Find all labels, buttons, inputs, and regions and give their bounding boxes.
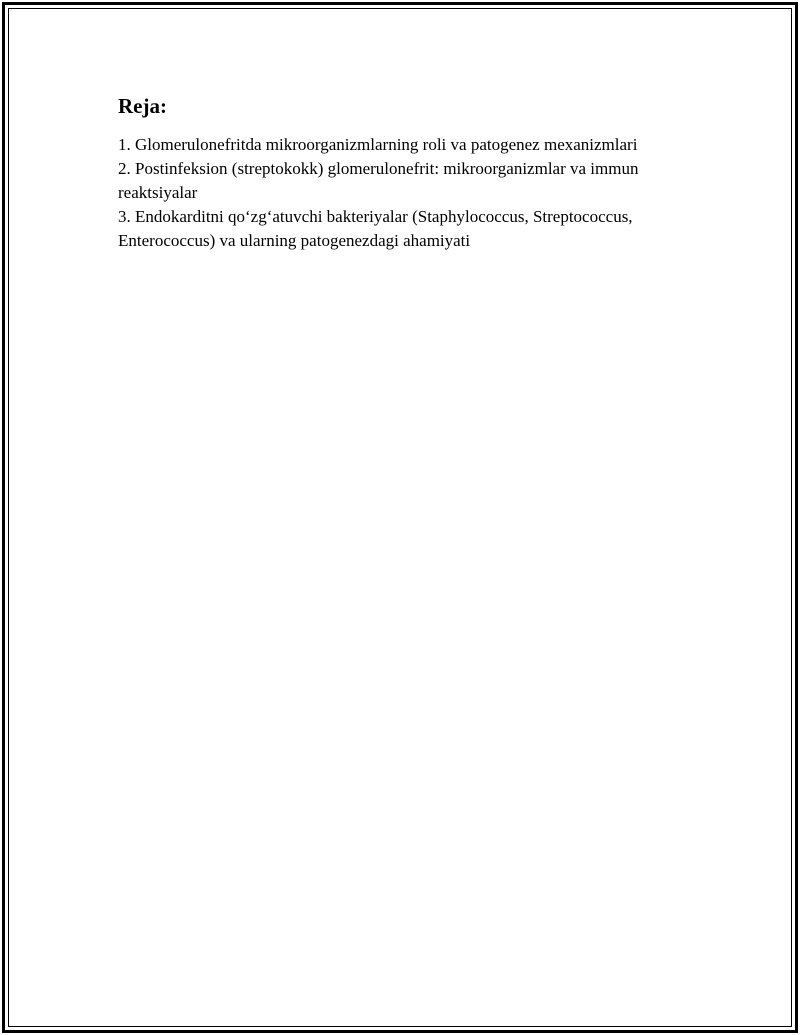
plan-item-2: 2. Postinfeksion (streptokokk) glomerulonefrit: mikroorganizmlar va immun reaktsiyalar bbox=[118, 159, 639, 202]
plan-list bbox=[118, 133, 698, 253]
plan-item-1: 1. Glomerulonefritda mikroorganizmlarning roli va patogenez mexanizmlari bbox=[118, 135, 638, 154]
document-body bbox=[118, 93, 698, 253]
plan-heading: Reja: bbox=[118, 94, 167, 118]
plan-item-3: 3. Endokarditni qo‘zg‘atuvchi bakteriyalar (Staphylococcus, Streptococcus, Enterococcus) va ularning patogenezdagi ahamiyati bbox=[118, 207, 633, 250]
